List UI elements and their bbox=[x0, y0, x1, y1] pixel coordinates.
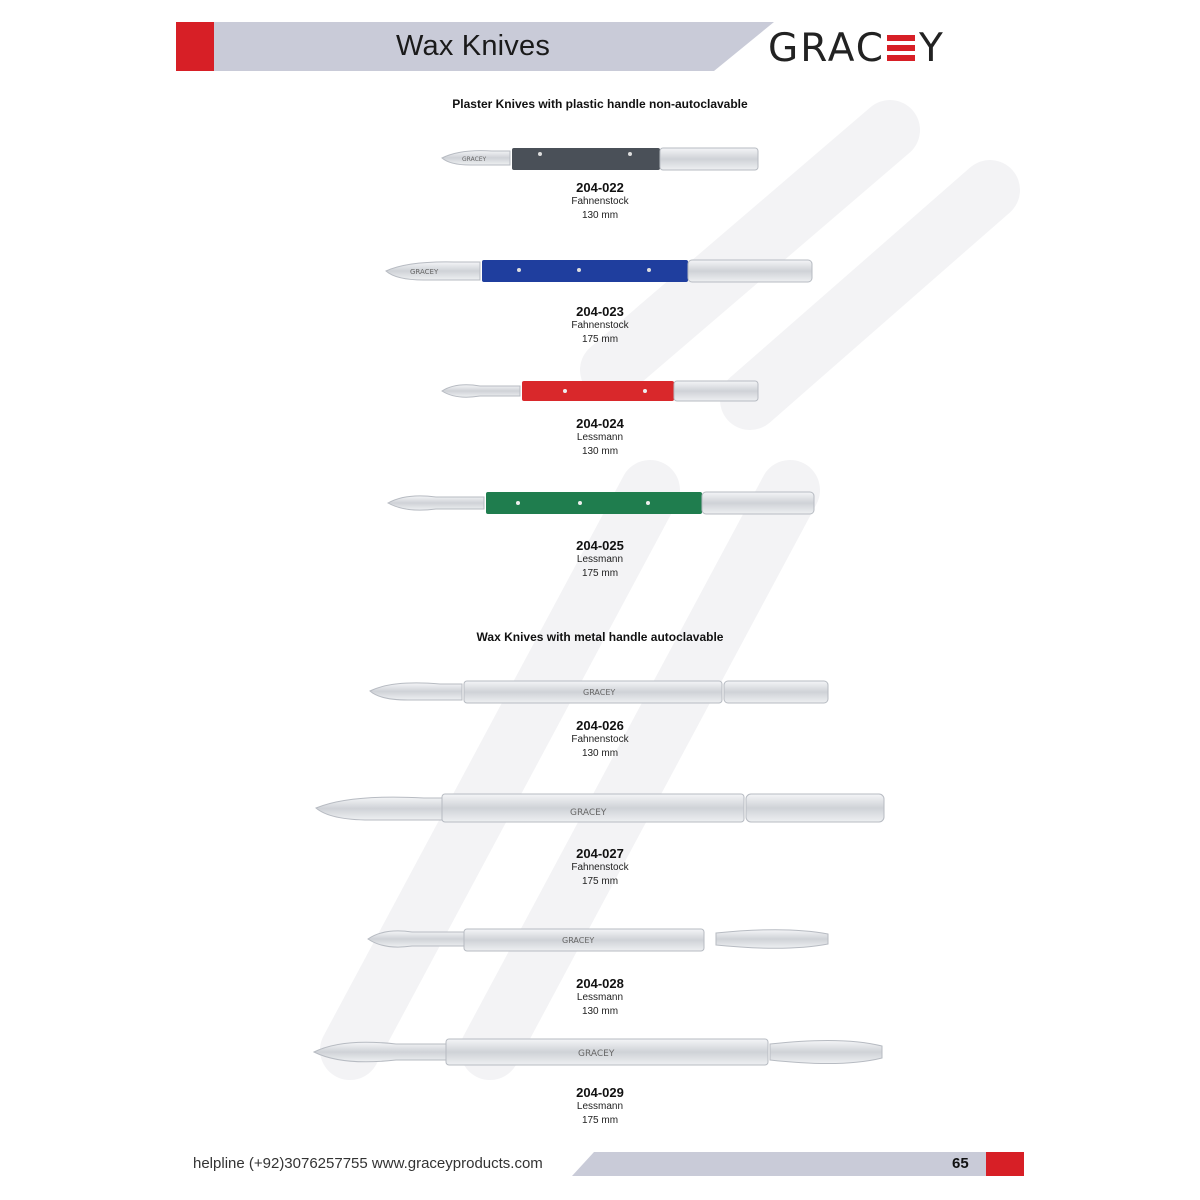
instrument-image-204-028 bbox=[366, 924, 834, 954]
product-code: 204-024 bbox=[576, 416, 624, 431]
instrument-image-204-022 bbox=[440, 144, 762, 174]
product-code: 204-026 bbox=[576, 718, 624, 733]
product-name: Fahnenstock bbox=[571, 196, 629, 207]
product-name: Lessmann bbox=[576, 1101, 624, 1112]
page-number: 65 bbox=[952, 1155, 969, 1172]
blade-label: GRACEY bbox=[462, 156, 487, 163]
product-name: Lessmann bbox=[576, 554, 624, 565]
product-code: 204-027 bbox=[576, 846, 624, 861]
instrument-image-204-024 bbox=[440, 378, 762, 404]
logo-text-left: GRAC bbox=[768, 25, 885, 71]
product-size: 175 mm bbox=[581, 568, 619, 579]
product-size: 130 mm bbox=[581, 748, 619, 759]
product-204-026 bbox=[0, 718, 1200, 761]
logo-text-right: Y bbox=[918, 25, 945, 71]
product-name: Fahnenstock bbox=[571, 862, 629, 873]
product-size: 130 mm bbox=[581, 446, 619, 457]
logo-e-icon bbox=[887, 33, 915, 63]
product-name: Fahnenstock bbox=[571, 734, 629, 745]
product-code: 204-029 bbox=[576, 1085, 624, 1100]
page-title: Wax Knives bbox=[396, 30, 551, 62]
product-name: Fahnenstock bbox=[571, 320, 629, 331]
product-code: 204-025 bbox=[576, 538, 624, 553]
header-accent-block bbox=[176, 22, 214, 71]
product-204-028 bbox=[0, 976, 1200, 1019]
product-204-029 bbox=[0, 1085, 1200, 1128]
product-size: 175 mm bbox=[581, 876, 619, 887]
product-size: 175 mm bbox=[581, 334, 619, 345]
handle-label: GRACEY bbox=[583, 688, 616, 697]
instrument-image-204-025 bbox=[386, 488, 818, 518]
product-code: 204-022 bbox=[576, 180, 624, 195]
handle-label: GRACEY bbox=[578, 1049, 615, 1059]
product-size: 130 mm bbox=[581, 1006, 619, 1017]
product-code: 204-028 bbox=[576, 976, 624, 991]
product-name: Lessmann bbox=[576, 432, 624, 443]
section-heading-metal: Wax Knives with metal handle autoclavable bbox=[476, 630, 724, 644]
handle-label: GRACEY bbox=[570, 808, 607, 818]
handle-label: GRACEY bbox=[562, 936, 595, 945]
product-204-023 bbox=[0, 304, 1200, 347]
instrument-image-204-029 bbox=[312, 1034, 886, 1070]
footer-band bbox=[572, 1152, 986, 1176]
gracey-logo bbox=[768, 26, 945, 70]
instrument-image-204-023 bbox=[384, 256, 816, 286]
product-204-027 bbox=[0, 846, 1200, 889]
section-heading-plastic: Plaster Knives with plastic handle non-autoclavable bbox=[452, 97, 748, 111]
product-204-022 bbox=[0, 180, 1200, 223]
instrument-image-204-026 bbox=[368, 676, 832, 706]
product-204-024 bbox=[0, 416, 1200, 459]
footer-accent-block bbox=[986, 1152, 1024, 1176]
product-204-025 bbox=[0, 538, 1200, 581]
blade-label: GRACEY bbox=[410, 268, 439, 276]
product-code: 204-023 bbox=[576, 304, 624, 319]
instrument-image-204-027 bbox=[314, 788, 888, 828]
footer-helpline: helpline (+92)3076257755 www.graceyproducts.com bbox=[193, 1155, 543, 1172]
product-size: 130 mm bbox=[581, 210, 619, 221]
product-name: Lessmann bbox=[576, 992, 624, 1003]
product-size: 175 mm bbox=[581, 1115, 619, 1126]
